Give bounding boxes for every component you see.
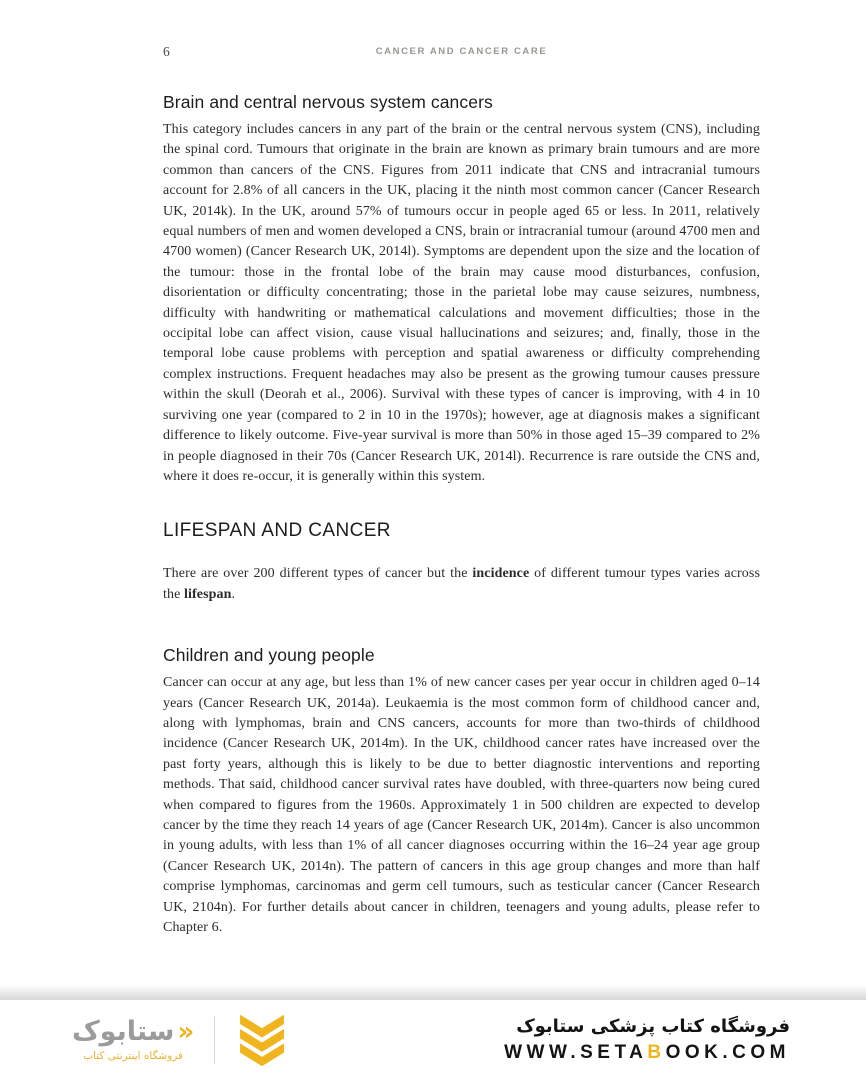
lifespan-text-segment: There are over 200 different types of cancer but the bbox=[163, 566, 473, 582]
lifespan-text-segment: . bbox=[231, 586, 236, 602]
lifespan-bold-incidence: incidence bbox=[472, 566, 530, 582]
heading-children-young-people: Children and young people bbox=[163, 645, 375, 666]
setabook-logo bbox=[72, 1018, 194, 1062]
url-segment: WWW.SETA bbox=[504, 1041, 648, 1063]
logo-wordmark: ستابوک bbox=[72, 1016, 175, 1047]
footer-tagline: فروشگاه کتاب پزشکی ستابوک bbox=[516, 1016, 790, 1038]
lifespan-text-segment: of different tumour types varies across the bbox=[163, 566, 760, 602]
running-header bbox=[163, 44, 760, 62]
logo-arrow-icon: « bbox=[177, 1016, 195, 1047]
url-segment: OOK.COM bbox=[665, 1041, 790, 1063]
stacked-chevrons-icon bbox=[231, 1011, 293, 1069]
running-title: CANCER AND CANCER CARE bbox=[375, 46, 548, 57]
paragraph-lifespan bbox=[163, 564, 760, 605]
publisher-footer-banner bbox=[0, 1000, 866, 1080]
url-segment-gold: B bbox=[647, 1041, 666, 1063]
footer-right-block bbox=[504, 1016, 790, 1063]
setabook-logo-row bbox=[72, 1018, 194, 1045]
paragraph-brain-cns: This category includes cancers in any part of the brain or the central nervous system (CNS), including the spinal cord. Tumours that originate in the brain are known as primary brain tumours and are more common than cancers of the CNS. Figures from 2011 indicate that CNS and intracranial tumours account for 2.8% of all cancers in the UK, placing it the ninth most common cancer (Cancer Research UK, 2014k). In the UK, around 57% of tumours occur in people aged 65 or less. In 2011, relatively equal numbers of men and women developed a CNS, brain or intracranial tumour (around 4700 men and 4700 women) (Cancer Research UK, 2014l). Symptoms are dependent upon the size and the location of the tumour: those in the frontal lobe of the brain may cause mood disturbances, confusion, disorientation or difficulty concentrating; those in the parietal lobe may cause seizures, numbness, difficulty with handwriting or mathematical calculations and movement difficulties; those in the occipital lobe can affect vision, cause visual hallucinations and seizures; and, finally, those in the temporal lobe cause problems with perception and spatial awareness or difficulty comprehending complex instructions. Frequent headaches may also be present as the growing tumour causes pressure within the skull (Deorah et al., 2006). Survival with these types of cancer is improving, with 4 in 10 surviving one year (compared to 2 in 10 in the 1970s); however, age at diagnosis makes a significant difference to likely outcome. Five-year survival is more than 50% in those aged 15–39 compared to 2% in people diagnosed in their 70s (Cancer Research UK, 2014l). Recurrence is rare outside the CNS and, where it does re-occur, it is generally within this system. bbox=[163, 122, 760, 484]
lifespan-bold-lifespan: lifespan bbox=[184, 586, 232, 602]
page-number: 6 bbox=[163, 44, 170, 59]
paragraph-children: Cancer can occur at any age, but less than 1% of new cancer cases per year occur in children aged 0–14 years (Cancer Research UK, 2014a). Leukaemia is the most common form of childhood cancer and, along with lymphomas, brain and CNS cancers, accounts for more than two-thirds of childhood incidence (Cancer Research UK, 2014m). In the UK, childhood cancer rates have increased over the past forty years, although this is likely to be due to better diagnostic interventions and reporting methods. That said, childhood cancer survival rates have doubled, with three-quarters now being cured when compared to figures from the 1960s. Approximately 1 in 500 children are expected to develop cancer by the time they reach 14 years of age (Cancer Research UK, 2014m). Cancer is also uncommon in young adults, with less than 1% of all cancer diagnoses occurring within the 16–24 year age group (Cancer Research UK, 2014n). The pattern of cancers in this age group changes and more than half comprise lymphomas, carcinomas and germ cell tumours, such as testicular cancer (Cancer Research UK, 2104n). For further details about cancer in children, teenagers and young adults, please refer to Chapter 6. bbox=[163, 675, 760, 935]
footer-divider bbox=[214, 1016, 215, 1064]
text-column bbox=[163, 44, 760, 938]
heading-lifespan-and-cancer: LIFESPAN AND CANCER bbox=[163, 520, 391, 542]
footer-website-url bbox=[504, 1043, 790, 1064]
logo-subtitle: فروشگاه اینترنتی کتاب bbox=[83, 1050, 184, 1062]
heading-brain-cns-cancers: Brain and central nervous system cancers bbox=[163, 92, 493, 112]
section-gap bbox=[163, 605, 760, 645]
